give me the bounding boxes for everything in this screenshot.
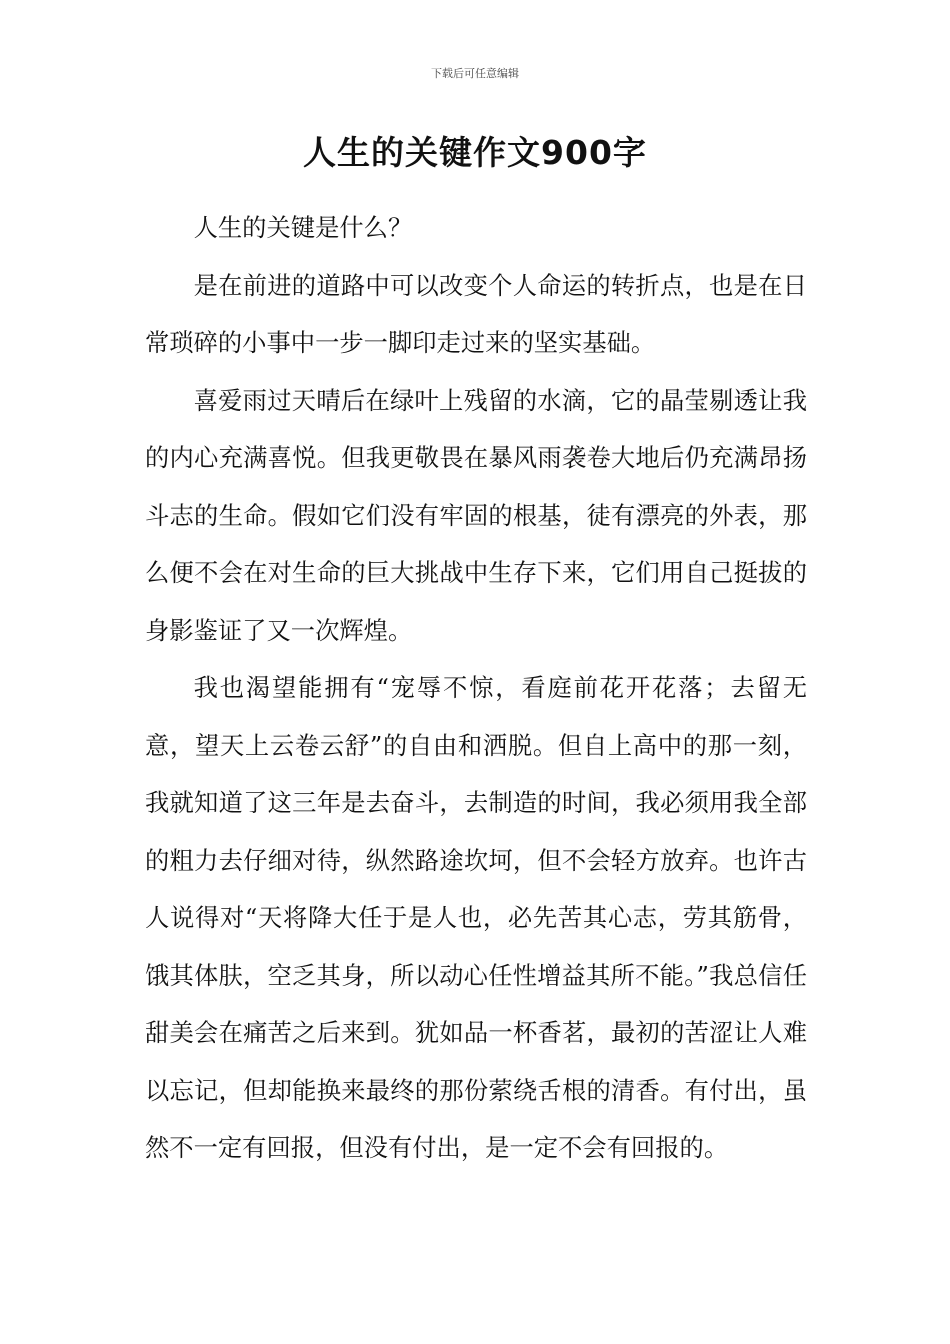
document-title: 人生的关键作文900字: [303, 133, 647, 172]
paragraph: 人生的关键是什么？: [193, 213, 413, 242]
document-body: [145, 199, 807, 1177]
header-note: 下载后可任意编辑: [431, 67, 519, 80]
paragraph: 我也渴望能拥有“宠辱不惊，看庭前花开花落；去留无意，望天上云卷云舒”的自由和洒脱。但自上高中的那一刻，我就知道了这三年是去奋斗，去制造的时间，我必须用我全部的粗力去仔细对待，纵然路途坎坷，但不会轻方放弃。也许古人说得对“天将降大任于是人也，必先苦其心志，劳其筋骨，饿其体肤，空乏其身，所以动心任性增益其所不能。”我总信任甜美会在痛苦之后来到。犹如品一杯香茗，最初的苦涩让人难以忘记，但却能换来最终的那份萦绕舌根的清香。有付出，虽然不一定有回报，但没有付出，是一定不会有回报的。: [145, 673, 807, 1162]
paragraph: 喜爱雨过天晴后在绿叶上残留的水滴，它的晶莹剔透让我的内心充满喜悦。但我更敬畏在暴风雨袭卷大地后仍充满昂扬斗志的生命。假如它们没有牢固的根基，徒有漂亮的外表，那么便不会在对生命的巨大挑战中生存下来，它们用自己挺拔的身影鉴证了又一次辉煌。: [145, 385, 807, 645]
paragraph: 是在前进的道路中可以改变个人命运的转折点，也是在日常琐碎的小事中一步一脚印走过来的坚实基础。: [145, 270, 807, 357]
